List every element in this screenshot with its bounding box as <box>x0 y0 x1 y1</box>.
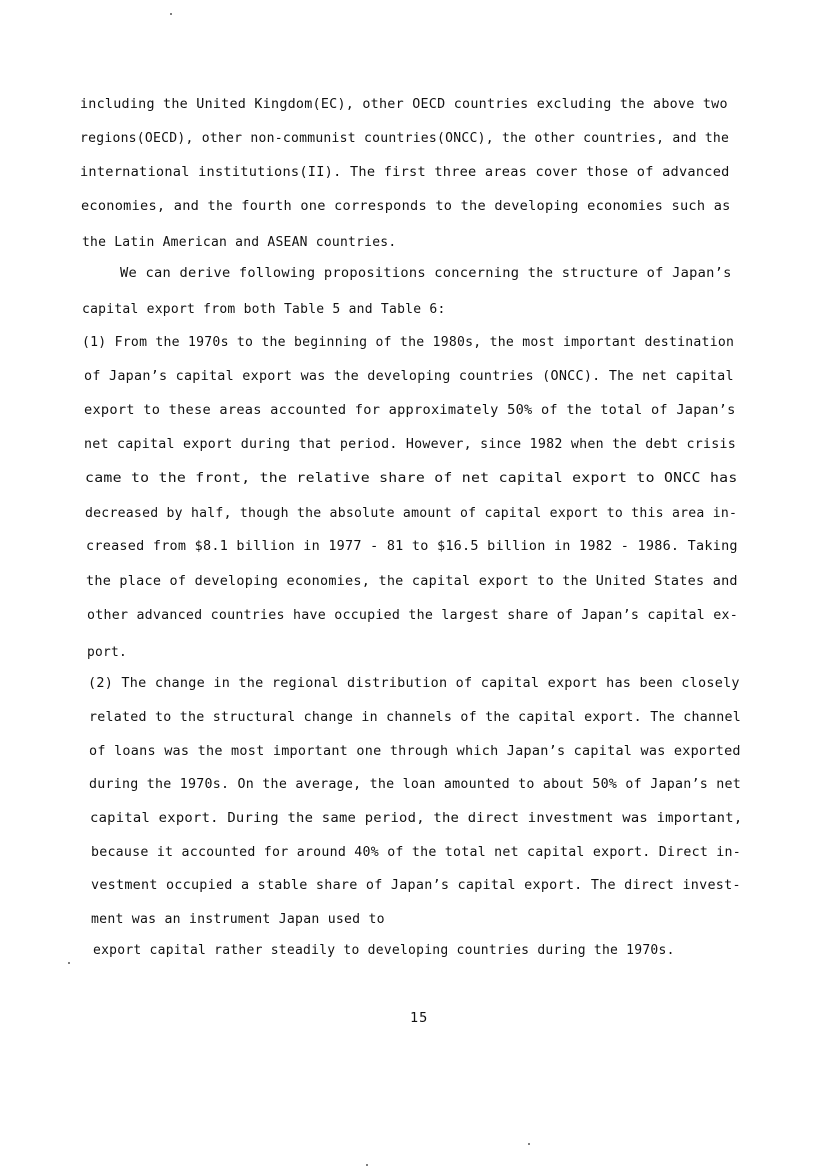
text-line: capital export from both Table 5 and Table 6: <box>82 302 446 317</box>
text-line: related to the structural change in channels of the capital export. The channel <box>89 710 741 725</box>
text-line: We can derive following propositions concerning the structure of Japan’s <box>120 266 732 281</box>
text-line: port. <box>87 645 127 660</box>
text-line: (2) The change in the regional distribution of capital export has been closely <box>88 676 740 691</box>
text-line: (1) From the 1970s to the beginning of the 1980s, the most important destination <box>82 335 735 350</box>
text-line: vestment occupied a stable share of Japan’s capital export. The direct invest- <box>91 878 741 893</box>
scan-speck <box>528 1143 530 1145</box>
text-line: export capital rather steadily to developing countries during the 1970s. <box>93 943 675 958</box>
text-line: export to these areas accounted for approximately 50% of the total of Japan’s <box>84 403 736 418</box>
scan-speck <box>170 13 172 15</box>
text-line: of loans was the most important one through which Japan’s capital was exported <box>89 744 741 759</box>
text-line: creased from $8.1 billion in 1977 - 81 to $16.5 billion in 1982 - 1986. Taking <box>86 539 738 554</box>
text-line: international institutions(II). The first three areas cover those of advanced <box>80 165 730 180</box>
text-line: came to the front, the relative share of net capital export to ONCC has <box>85 471 738 486</box>
text-line: economies, and the fourth one corresponds to the developing economies such as <box>81 199 731 214</box>
text-line: decreased by half, though the absolute amount of capital export to this area in- <box>85 506 738 521</box>
text-line: ment was an instrument Japan used to <box>91 912 385 927</box>
page-number: 15 <box>410 1010 429 1026</box>
text-line: net capital export during that period. However, since 1982 when the debt crisis <box>84 437 736 452</box>
text-line: of Japan’s capital export was the developing countries (ONCC). The net capital <box>84 369 734 384</box>
text-line: capital export. During the same period, the direct investment was important, <box>90 811 743 826</box>
text-line: including the United Kingdom(EC), other OECD countries excluding the above two <box>80 97 728 112</box>
text-line: the place of developing economies, the capital export to the United States and <box>86 574 738 589</box>
scan-speck <box>68 962 70 964</box>
scan-speck <box>366 1164 368 1166</box>
text-line: during the 1970s. On the average, the loan amounted to about 50% of Japan’s net <box>89 777 741 792</box>
text-line: regions(OECD), other non-communist countries(ONCC), the other countries, and the <box>80 131 730 146</box>
text-line: because it accounted for around 40% of the total net capital export. Direct in- <box>91 845 741 860</box>
text-line: other advanced countries have occupied the largest share of Japan’s capital ex- <box>87 608 738 623</box>
text-line: the Latin American and ASEAN countries. <box>82 235 397 250</box>
